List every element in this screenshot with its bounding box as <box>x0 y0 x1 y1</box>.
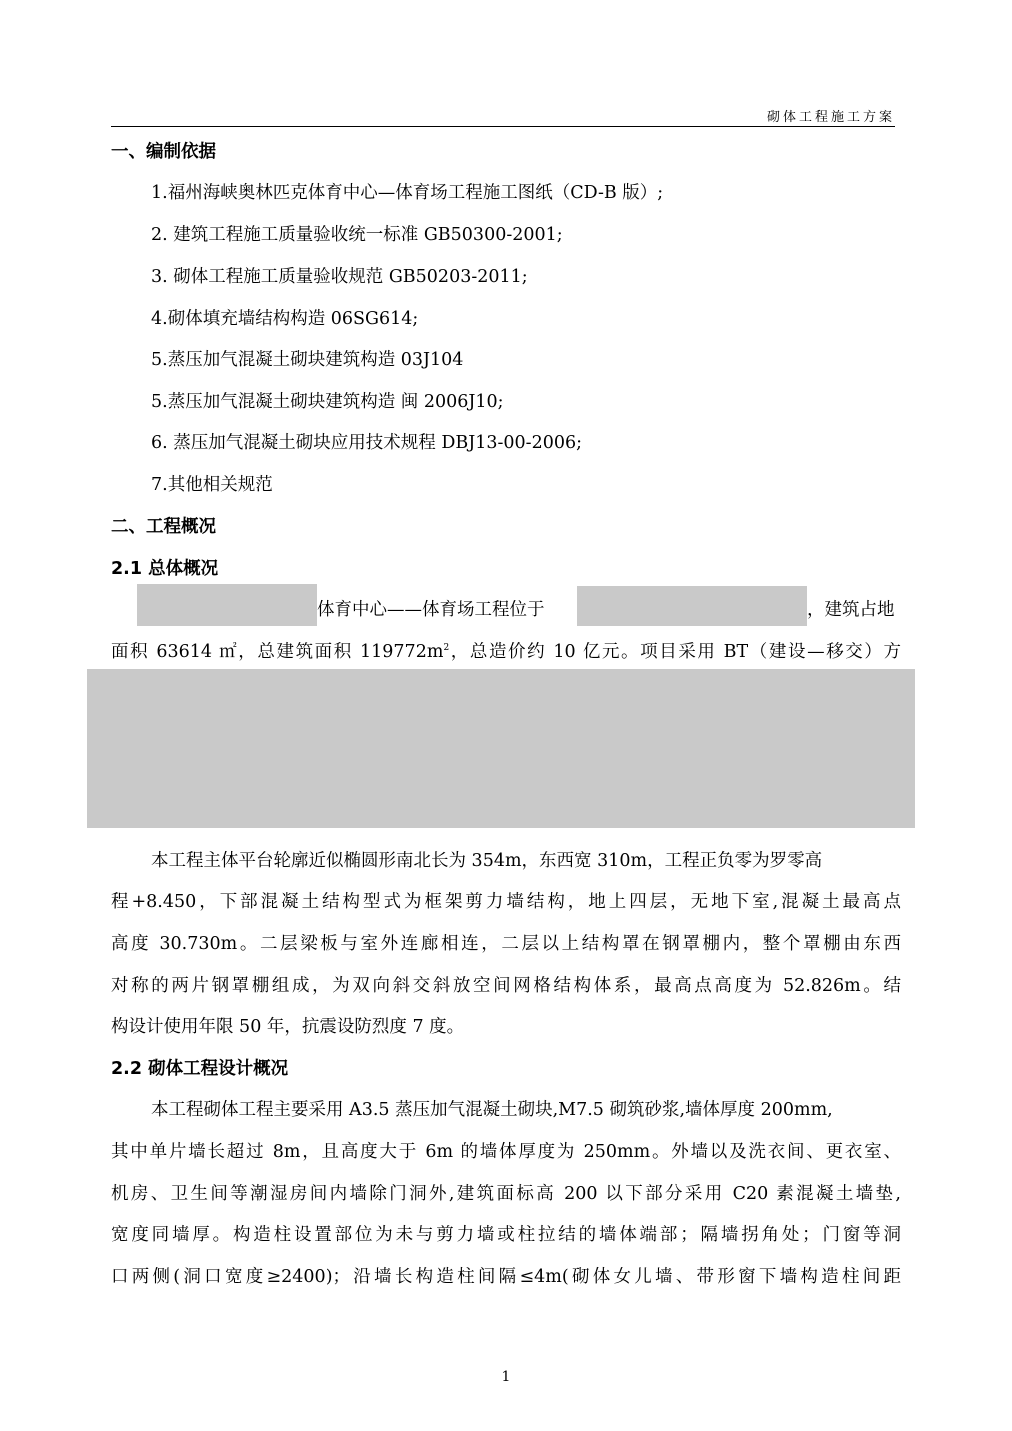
redaction-block-large <box>87 669 915 828</box>
redaction-block <box>137 584 317 626</box>
overview-line-2 <box>111 638 901 663</box>
page-header <box>111 104 895 127</box>
section-heading-overview: 二、工程概况 <box>111 517 216 537</box>
superscript-2: 2 <box>443 643 450 654</box>
subheading-masonry: 2.2 砌体工程设计概况 <box>111 1059 289 1079</box>
overview-line-2a: 面积 63614 ㎡，总建筑面积 119772m <box>111 642 444 662</box>
basis-item-4: 4.砌体填充墙结构构造 06SG614; <box>151 309 419 329</box>
basis-item-7: 6. 蒸压加气混凝土砌块应用技术规程 DBJ13-00-2006; <box>151 433 583 453</box>
structure-line-1: 本工程主体平台轮廓近似椭圆形南北长为 354m，东西宽 310m，工程正负零为罗零高 <box>151 851 823 871</box>
overview-line-2b: ，总造价约 10 亿元。项目采用 BT（建设—移交）方 <box>449 642 901 662</box>
basis-item-8: 7.其他相关规范 <box>151 475 273 495</box>
masonry-line-1: 本工程砌体工程主要采用 A3.5 蒸压加气混凝土砌块,M7.5 砌筑砂浆,墙体厚度 200mm, <box>151 1100 833 1120</box>
structure-line-5: 构设计使用年限 50 年，抗震设防烈度 7 度。 <box>111 1017 465 1037</box>
structure-line-3: 高度 30.730m。二层梁板与室外连廊相连，二层以上结构罩在钢罩棚内，整个罩棚由东西 <box>111 934 901 954</box>
masonry-line-4: 宽度同墙厚。构造柱设置部位为未与剪力墙或柱拉结的墙体端部；隔墙拐角处；门窗等洞 <box>111 1225 901 1245</box>
masonry-line-5: 口两侧(洞口宽度≥2400)；沿墙长构造柱间隔≤4m(砌体女儿墙、带形窗下墙构造柱间距 <box>111 1267 901 1287</box>
redaction-block <box>577 586 807 626</box>
basis-item-2: 2. 建筑工程施工质量验收统一标准 GB50300-2001; <box>151 225 563 245</box>
basis-item-6: 5.蒸压加气混凝土砌块建筑构造 闽 2006J10; <box>151 392 504 412</box>
basis-item-1: 1.福州海峡奥林匹克体育中心—体育场工程施工图纸（CD-B 版）; <box>151 183 664 203</box>
masonry-line-3: 机房、卫生间等潮湿房间内墙除门洞外,建筑面标高 200 以下部分采用 C20 素混凝土墙垫, <box>111 1184 901 1204</box>
header-title: 砌体工程施工方案 <box>766 110 895 125</box>
subheading-general: 2.1 总体概况 <box>111 559 219 579</box>
masonry-line-2: 其中单片墙长超过 8m，且高度大于 6m 的墙体厚度为 250mm。外墙以及洗衣间、更衣室、 <box>111 1142 901 1162</box>
page-number: 1 <box>501 1369 511 1385</box>
structure-line-2: 程+8.450，下部混凝土结构型式为框架剪力墙结构，地上四层，无地下室,混凝土最高点 <box>111 892 901 912</box>
overview-fragment-2: ，建筑占地 <box>807 600 895 620</box>
basis-item-5: 5.蒸压加气混凝土砌块建筑构造 03J104 <box>151 350 464 370</box>
overview-fragment-1: 体育中心——体育场工程位于 <box>317 600 545 620</box>
basis-item-3: 3. 砌体工程施工质量验收规范 GB50203-2011; <box>151 267 528 287</box>
section-heading-basis: 一、编制依据 <box>111 142 216 162</box>
structure-line-4: 对称的两片钢罩棚组成，为双向斜交斜放空间网格结构体系，最高点高度为 52.826m。结 <box>111 976 901 996</box>
